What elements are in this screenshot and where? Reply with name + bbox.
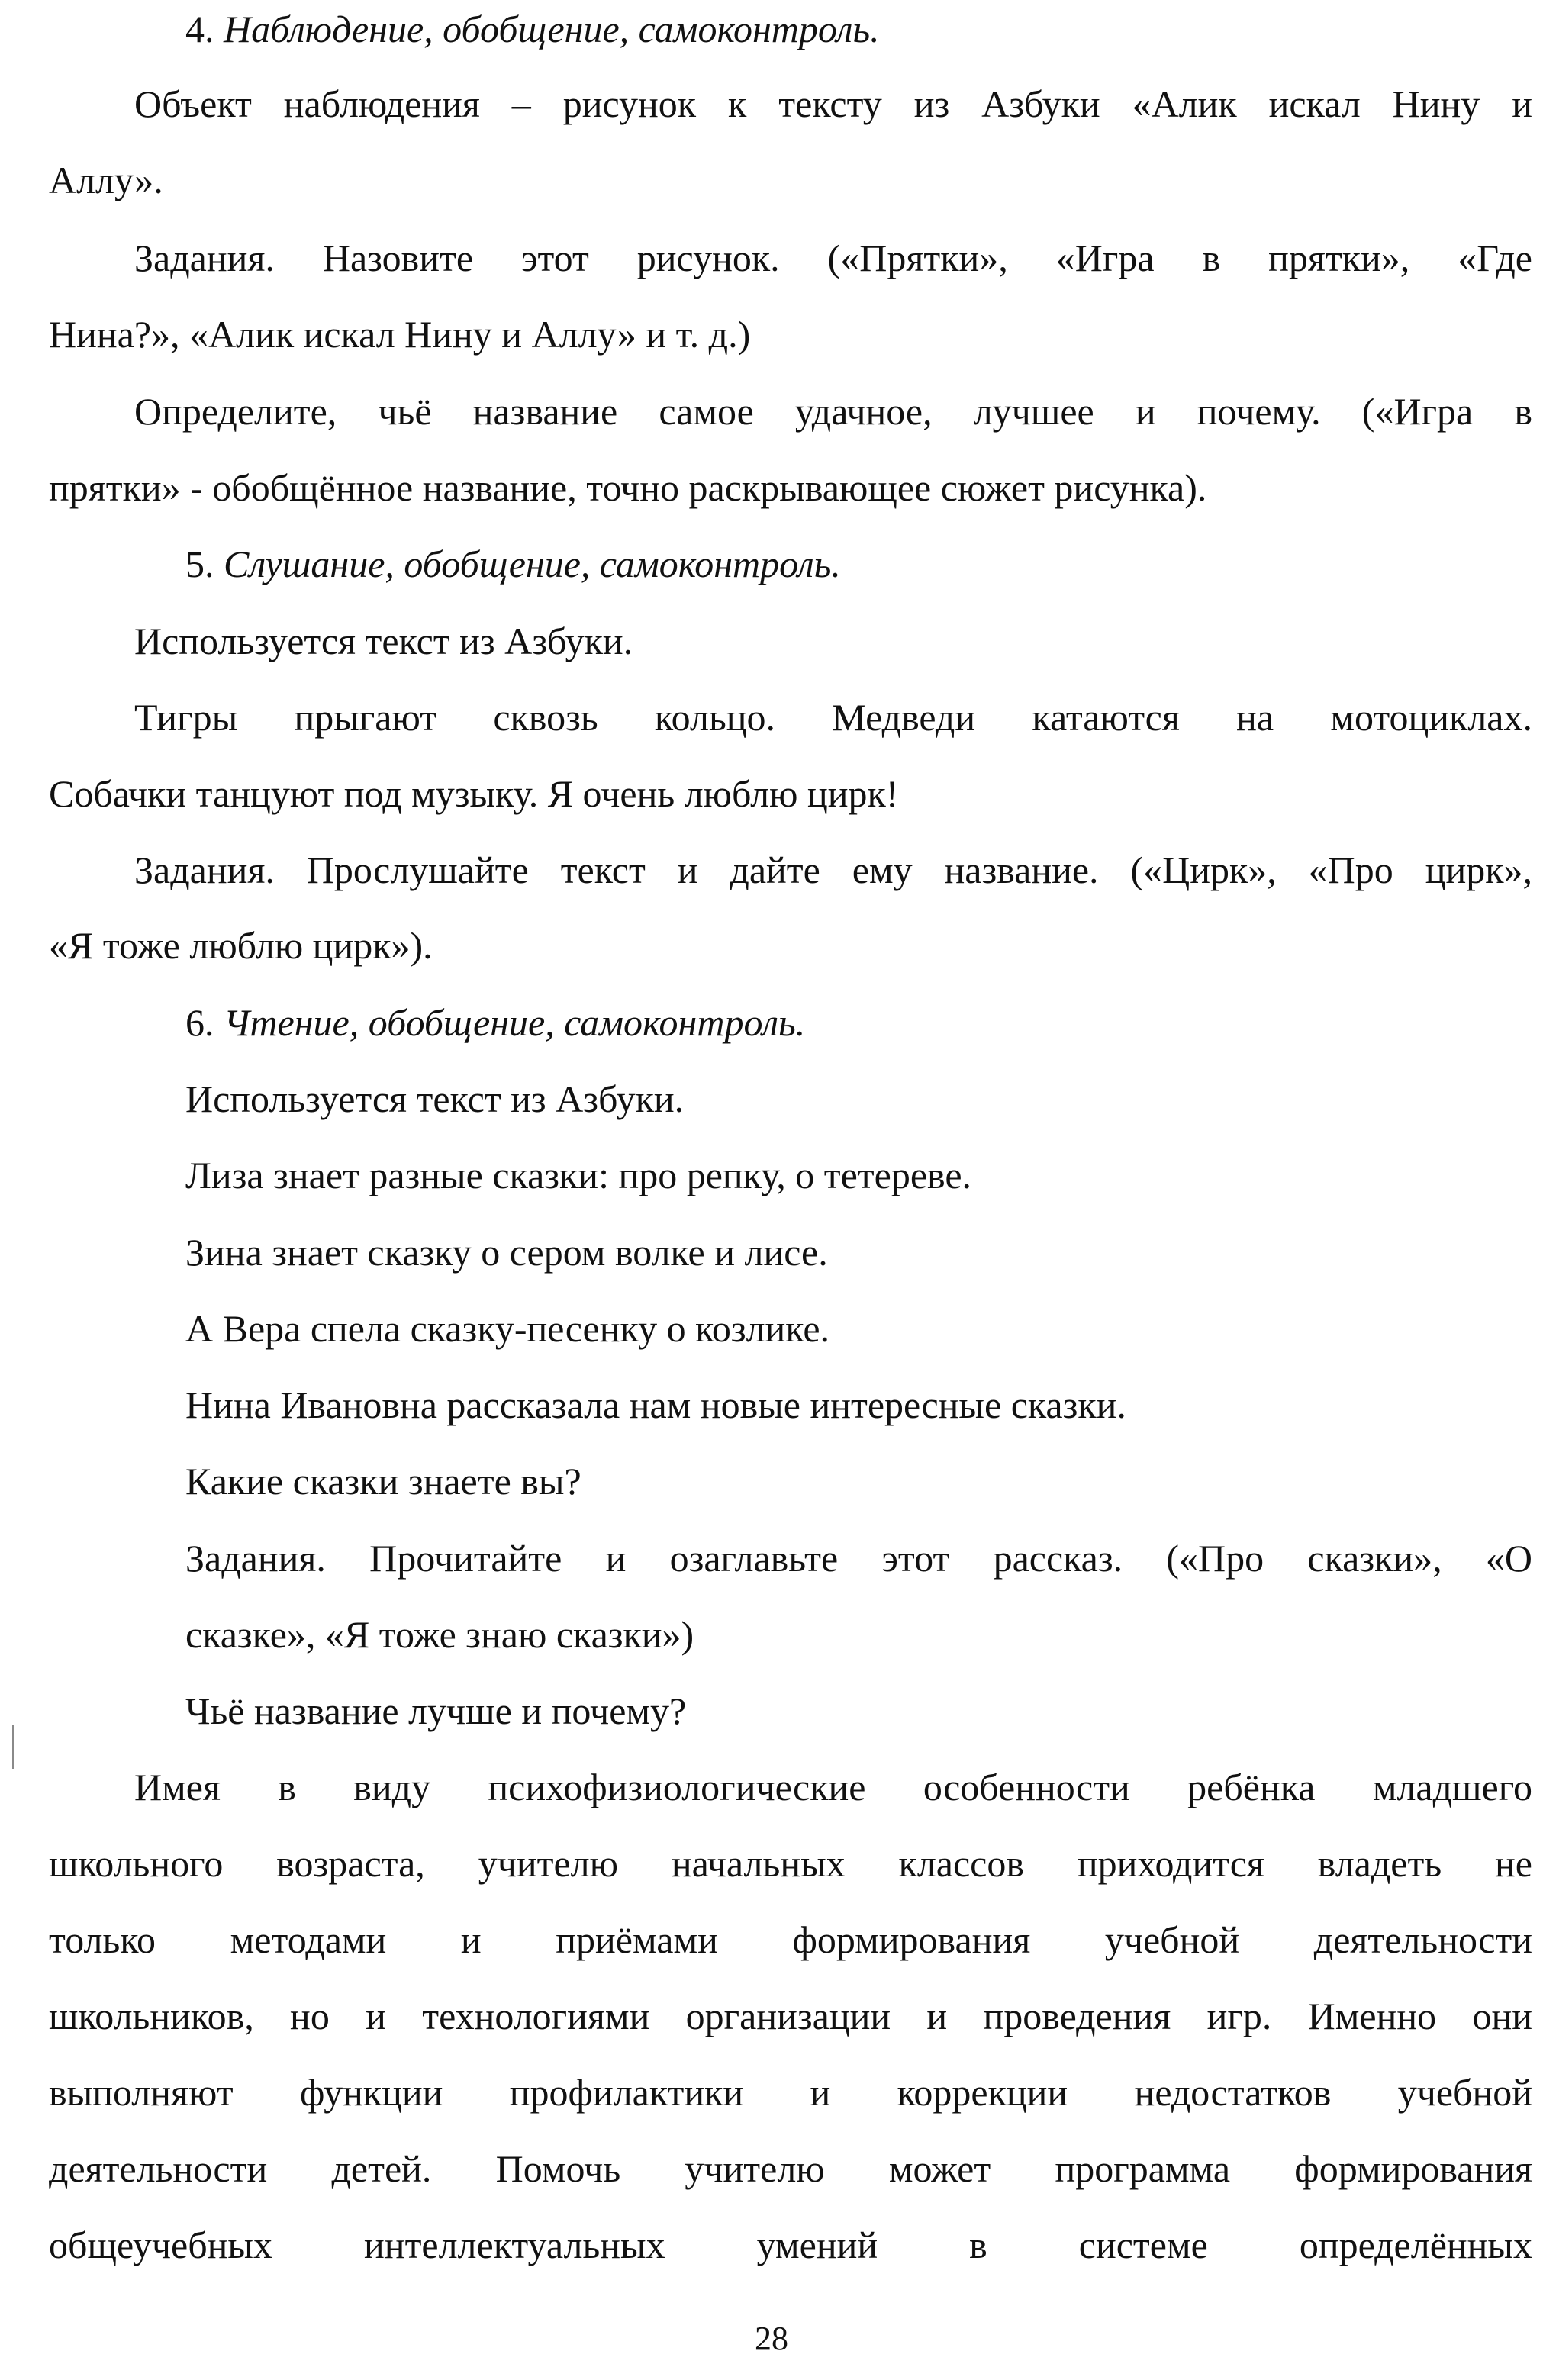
text-line: [185, 1229, 828, 1275]
line-text: Лиза знает разные сказки: про репку, о тетереве.: [185, 1154, 972, 1196]
line-text: школьного возраста, учителю начальных классов приходится владеть не: [49, 1842, 1532, 1885]
text-line: [49, 2222, 1532, 2268]
line-text: Имея в виду психофизиологические особенности ребёнка младшего: [134, 1766, 1532, 1808]
text-line: [185, 6, 880, 52]
text-line: [49, 1993, 1532, 2039]
text-line: [185, 1458, 581, 1504]
line-text: 4.: [185, 8, 224, 50]
line-text: Чьё название лучше и почему?: [185, 1689, 687, 1732]
text-line: [185, 1306, 829, 1351]
text-line: [49, 2146, 1532, 2192]
text-line: [134, 235, 1532, 281]
italic-heading-text: Наблюдение, обобщение, самоконтроль.: [224, 8, 880, 50]
text-line: [49, 157, 163, 203]
text-line: [185, 541, 841, 587]
page-number: 28: [755, 2320, 788, 2357]
line-text: Задания. Назовите этот рисунок. («Прятки», «Игра в прятки», «Где: [134, 237, 1532, 279]
text-line: [49, 2069, 1532, 2115]
line-text: Нина?», «Алик искал Нину и Аллу» и т. д.): [49, 313, 751, 356]
line-text: общеучебных интеллектуальных умений в системе определённых: [49, 2224, 1532, 2266]
line-text: Используется текст из Азбуки.: [185, 1077, 685, 1120]
line-text: «Я тоже люблю цирк»).: [49, 924, 433, 967]
line-text: Собачки танцуют под музыку. Я очень люблю цирк!: [49, 772, 899, 815]
text-line: [185, 1535, 1532, 1581]
text-line: [49, 311, 750, 357]
line-text: прятки» - обобщённое название, точно раскрывающее сюжет рисунка).: [49, 466, 1207, 509]
text-line: [134, 694, 1532, 740]
text-line: [185, 1000, 805, 1045]
italic-heading-text: Слушание, обобщение, самоконтроль.: [224, 543, 841, 585]
line-text: 6.: [185, 1001, 224, 1044]
text-line: [134, 618, 633, 664]
margin-mark: [12, 1725, 14, 1769]
line-text: только методами и приёмами формирования учебной деятельности: [49, 1918, 1532, 1961]
text-line: [49, 771, 898, 816]
text-line: [49, 1917, 1532, 1963]
text-line: [185, 1688, 686, 1734]
text-line: [134, 81, 1532, 127]
line-text: выполняют функции профилактики и коррекции недостатков учебной: [49, 2071, 1532, 2114]
text-line: [185, 1382, 1126, 1428]
line-text: сказке», «Я тоже знаю сказки»): [185, 1613, 694, 1656]
line-text: Нина Ивановна рассказала нам новые интересные сказки.: [185, 1383, 1126, 1426]
italic-heading-text: Чтение, обобщение, самоконтроль.: [224, 1001, 806, 1044]
line-text: Зина знает сказку о сером волке и лисе.: [185, 1231, 828, 1274]
line-text: Используется текст из Азбуки.: [134, 620, 633, 662]
text-line: [49, 1841, 1532, 1886]
line-text: деятельности детей. Помочь учителю может программа формирования: [49, 2147, 1532, 2190]
line-text: Задания. Прочитайте и озаглавьте этот рассказ. («Про сказки», «О: [185, 1537, 1532, 1580]
text-line: [49, 465, 1206, 510]
line-text: А Вера спела сказку-песенку о козлике.: [185, 1307, 830, 1350]
line-text: 5.: [185, 543, 224, 585]
text-line: [49, 923, 433, 968]
text-line: [185, 1152, 971, 1198]
line-text: школьников, но и технологиями организации и проведения игр. Именно они: [49, 1995, 1532, 2037]
text-line: [134, 847, 1532, 893]
text-line: [185, 1076, 684, 1122]
text-line: [185, 1612, 694, 1657]
line-text: Тигры прыгают сквозь кольцо. Медведи катаются на мотоциклах.: [134, 696, 1532, 739]
line-text: Определите, чьё название самое удачное, лучшее и почему. («Игра в: [134, 390, 1532, 433]
text-line: [134, 1764, 1532, 1810]
line-text: Задания. Прослушайте текст и дайте ему название. («Цирк», «Про цирк»,: [134, 849, 1532, 891]
line-text: Какие сказки знаете вы?: [185, 1460, 581, 1502]
line-text: Объект наблюдения – рисунок к тексту из Азбуки «Алик искал Нину и: [134, 82, 1532, 125]
text-line: [134, 388, 1532, 434]
line-text: Аллу».: [49, 159, 163, 201]
